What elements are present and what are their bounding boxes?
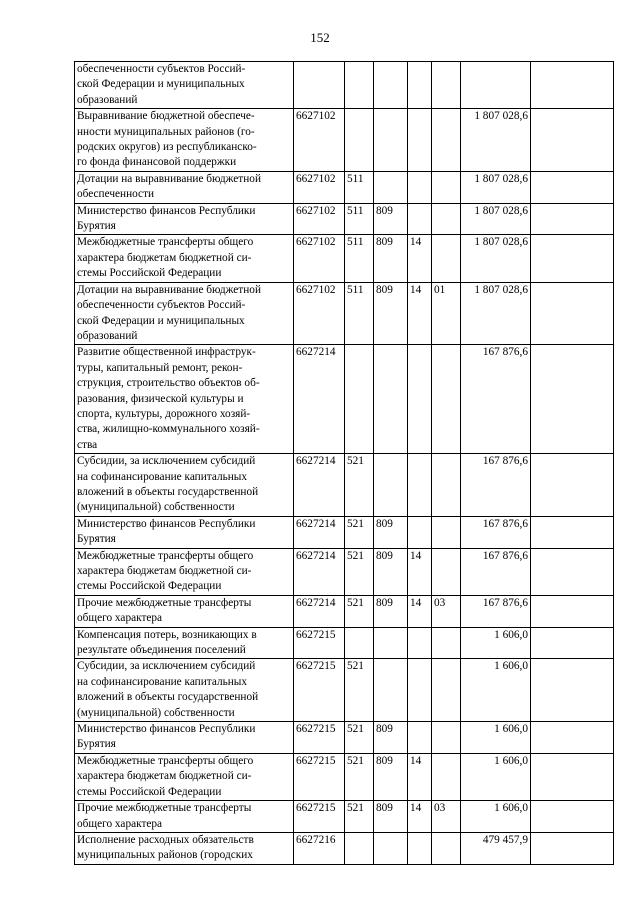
- cell-name-line: общего характера: [77, 612, 163, 625]
- cell-name-line: (муниципальной) собственности: [77, 706, 235, 719]
- cell-empty: [531, 548, 614, 595]
- cell-name-line: Бурятия: [77, 533, 116, 546]
- cell-section: [408, 454, 432, 517]
- cell-code: 6627214: [294, 454, 345, 517]
- cell-subsection: [432, 62, 461, 109]
- cell-sum: 1 807 028,6: [461, 235, 531, 282]
- cell-section: [408, 659, 432, 722]
- cell-ministry: 809: [374, 801, 408, 833]
- cell-subsection: [432, 722, 461, 754]
- cell-section: [408, 62, 432, 109]
- table-row: [75, 109, 614, 172]
- cell-sum: 1 606,0: [461, 659, 531, 722]
- cell-name-line: на софинансирование капитальных: [77, 675, 248, 688]
- cell-name-line: ства, жилищно-коммунального хозяй-: [77, 423, 260, 436]
- cell-expense-type: 521: [345, 801, 374, 833]
- cell-name-line: Министерство финансов Республики: [77, 723, 256, 736]
- cell-ministry: 809: [374, 235, 408, 282]
- cell-empty: [531, 171, 614, 203]
- cell-expense-type: 521: [345, 548, 374, 595]
- cell-section: [408, 516, 432, 548]
- cell-section: 14: [408, 235, 432, 282]
- cell-empty: [531, 235, 614, 282]
- cell-subsection: [432, 659, 461, 722]
- table-row: [75, 516, 614, 548]
- cell-expense-type: [345, 832, 374, 864]
- cell-ministry: [374, 454, 408, 517]
- cell-name-line: Прочие межбюджетные трансферты: [77, 802, 252, 815]
- cell-empty: [531, 62, 614, 109]
- cell-name: [75, 832, 294, 864]
- cell-subsection: [432, 454, 461, 517]
- table-row: [75, 595, 614, 627]
- cell-expense-type: [345, 345, 374, 454]
- cell-sum: 167 876,6: [461, 516, 531, 548]
- cell-name-line: Компенсация потерь, возникающих в: [77, 628, 257, 641]
- cell-sum: 1 807 028,6: [461, 109, 531, 172]
- cell-section: [408, 171, 432, 203]
- table-row: [75, 548, 614, 595]
- cell-code: 6627215: [294, 659, 345, 722]
- table-row: [75, 659, 614, 722]
- cell-ministry: 809: [374, 282, 408, 345]
- cell-ministry: 809: [374, 203, 408, 235]
- cell-name-line: стемы Российской Федерации: [77, 267, 222, 280]
- cell-name-line: обеспеченности: [77, 188, 155, 201]
- cell-expense-type: 521: [345, 516, 374, 548]
- table-row: [75, 753, 614, 800]
- cell-sum: 1 606,0: [461, 722, 531, 754]
- cell-ministry: 809: [374, 548, 408, 595]
- cell-ministry: 809: [374, 753, 408, 800]
- cell-name-line: Министерство финансов Республики: [77, 517, 256, 530]
- cell-code: 6627215: [294, 801, 345, 833]
- table-row: [75, 454, 614, 517]
- cell-sum: 1 807 028,6: [461, 282, 531, 345]
- cell-name: [75, 109, 294, 172]
- cell-name-line: стемы Российской Федерации: [77, 580, 222, 593]
- cell-name-line: туры, капитальный ремонт, рекон-: [77, 361, 243, 374]
- cell-name: [75, 753, 294, 800]
- cell-subsection: [432, 345, 461, 454]
- cell-sum: 1 606,0: [461, 627, 531, 659]
- cell-name-line: Межбюджетные трансферты общего: [77, 236, 254, 249]
- table-row: [75, 722, 614, 754]
- cell-subsection: [432, 109, 461, 172]
- table-row: [75, 171, 614, 203]
- table-row: [75, 801, 614, 833]
- cell-empty: [531, 627, 614, 659]
- cell-code: 6627214: [294, 516, 345, 548]
- table-row: [75, 627, 614, 659]
- cell-section: 14: [408, 595, 432, 627]
- cell-expense-type: [345, 62, 374, 109]
- cell-name: [75, 516, 294, 548]
- cell-code: 6627102: [294, 235, 345, 282]
- cell-section: [408, 832, 432, 864]
- cell-name-line: обеспеченности субъектов Россий-: [77, 299, 246, 312]
- cell-name-line: Прочие межбюджетные трансферты: [77, 596, 252, 609]
- table-row: [75, 282, 614, 345]
- cell-section: [408, 203, 432, 235]
- cell-name-line: образований: [77, 93, 138, 106]
- cell-section: 14: [408, 282, 432, 345]
- cell-name-line: результате объединения поселений: [77, 644, 246, 657]
- cell-name: [75, 627, 294, 659]
- cell-name-line: (муниципальной) собственности: [77, 501, 235, 514]
- cell-empty: [531, 454, 614, 517]
- cell-subsection: 03: [432, 801, 461, 833]
- cell-name: [75, 345, 294, 454]
- cell-name: [75, 235, 294, 282]
- cell-name-line: Развитие общественной инфраструк-: [77, 346, 256, 359]
- cell-ministry: [374, 627, 408, 659]
- cell-name-line: Субсидии, за исключением субсидий: [77, 455, 256, 468]
- cell-section: 14: [408, 548, 432, 595]
- cell-expense-type: [345, 627, 374, 659]
- cell-subsection: [432, 171, 461, 203]
- table-row: [75, 832, 614, 864]
- cell-empty: [531, 516, 614, 548]
- cell-code: 6627214: [294, 595, 345, 627]
- cell-empty: [531, 801, 614, 833]
- cell-name-line: на софинансирование капитальных: [77, 470, 248, 483]
- cell-name-line: Бурятия: [77, 220, 116, 233]
- cell-name-line: Субсидии, за исключением субсидий: [77, 660, 256, 673]
- cell-sum: [461, 62, 531, 109]
- cell-expense-type: 511: [345, 282, 374, 345]
- cell-ministry: [374, 345, 408, 454]
- cell-name-line: Дотации на выравнивание бюджетной: [77, 172, 261, 185]
- cell-empty: [531, 595, 614, 627]
- cell-subsection: [432, 832, 461, 864]
- cell-sum: 167 876,6: [461, 345, 531, 454]
- cell-expense-type: 511: [345, 171, 374, 203]
- cell-name: [75, 595, 294, 627]
- cell-expense-type: 511: [345, 203, 374, 235]
- cell-expense-type: 521: [345, 659, 374, 722]
- table-row: [75, 203, 614, 235]
- cell-sum: 1 807 028,6: [461, 203, 531, 235]
- cell-expense-type: 521: [345, 722, 374, 754]
- cell-subsection: [432, 516, 461, 548]
- cell-code: 6627215: [294, 753, 345, 800]
- cell-name-line: Выравнивание бюджетной обеспече-: [77, 110, 255, 123]
- cell-name-line: ской Федерации и муниципальных: [77, 314, 245, 327]
- cell-empty: [531, 203, 614, 235]
- cell-name-line: родских округов) из республиканско-: [77, 141, 257, 154]
- cell-expense-type: [345, 109, 374, 172]
- cell-code: 6627215: [294, 627, 345, 659]
- cell-name: [75, 62, 294, 109]
- cell-name-line: Межбюджетные трансферты общего: [77, 754, 254, 767]
- cell-name-line: ской Федерации и муниципальных: [77, 78, 245, 91]
- budget-table: [74, 61, 614, 865]
- cell-subsection: 01: [432, 282, 461, 345]
- table-row: [75, 235, 614, 282]
- cell-empty: [531, 345, 614, 454]
- cell-name: [75, 659, 294, 722]
- cell-name-line: разования, физической культуры и: [77, 392, 244, 405]
- cell-name-line: го фонда финансовой поддержки: [77, 156, 237, 169]
- cell-code: 6627102: [294, 203, 345, 235]
- page-number: 152: [310, 30, 330, 45]
- cell-section: [408, 627, 432, 659]
- cell-empty: [531, 832, 614, 864]
- cell-name-line: нности муниципальных районов (го-: [77, 125, 255, 138]
- cell-sum: 167 876,6: [461, 548, 531, 595]
- cell-section: 14: [408, 753, 432, 800]
- cell-section: [408, 109, 432, 172]
- cell-code: [294, 62, 345, 109]
- cell-sum: 479 457,9: [461, 832, 531, 864]
- cell-subsection: [432, 235, 461, 282]
- cell-name: [75, 171, 294, 203]
- cell-empty: [531, 282, 614, 345]
- cell-section: [408, 722, 432, 754]
- table-row: [75, 62, 614, 109]
- cell-name-line: Дотации на выравнивание бюджетной: [77, 283, 261, 296]
- cell-subsection: [432, 753, 461, 800]
- cell-name: [75, 722, 294, 754]
- cell-name-line: Межбюджетные трансферты общего: [77, 549, 254, 562]
- cell-name-line: характера бюджетам бюджетной си-: [77, 770, 252, 783]
- cell-code: 6627214: [294, 548, 345, 595]
- cell-name-line: характера бюджетам бюджетной си-: [77, 565, 252, 577]
- cell-name-line: Министерство финансов Республики: [77, 204, 256, 217]
- cell-name-line: стемы Российской Федерации: [77, 785, 222, 798]
- cell-sum: 167 876,6: [461, 595, 531, 627]
- cell-code: 6627102: [294, 282, 345, 345]
- cell-empty: [531, 659, 614, 722]
- cell-name-line: ства: [77, 438, 98, 451]
- cell-expense-type: 521: [345, 454, 374, 517]
- cell-name: [75, 548, 294, 595]
- cell-name-line: общего характера: [77, 817, 163, 830]
- cell-ministry: [374, 171, 408, 203]
- cell-ministry: [374, 62, 408, 109]
- cell-name-line: характера бюджетам бюджетной си-: [77, 251, 252, 264]
- cell-expense-type: 511: [345, 235, 374, 282]
- cell-ministry: 809: [374, 595, 408, 627]
- cell-name: [75, 454, 294, 517]
- cell-name-line: муниципальных районов (городских: [77, 849, 253, 862]
- cell-code: 6627102: [294, 171, 345, 203]
- cell-name-line: обеспеченности субъектов Россий-: [77, 63, 246, 75]
- cell-subsection: [432, 203, 461, 235]
- cell-name: [75, 801, 294, 833]
- cell-subsection: 03: [432, 595, 461, 627]
- cell-empty: [531, 109, 614, 172]
- cell-subsection: [432, 627, 461, 659]
- cell-name-line: вложений в объекты государственной: [77, 485, 259, 498]
- cell-sum: 1 807 028,6: [461, 171, 531, 203]
- cell-name-line: Бурятия: [77, 738, 116, 751]
- cell-empty: [531, 722, 614, 754]
- table-body: [75, 62, 614, 865]
- cell-ministry: 809: [374, 722, 408, 754]
- cell-code: 6627214: [294, 345, 345, 454]
- cell-code: 6627215: [294, 722, 345, 754]
- cell-name: [75, 203, 294, 235]
- cell-ministry: 809: [374, 516, 408, 548]
- cell-name-line: образований: [77, 329, 138, 342]
- cell-empty: [531, 753, 614, 800]
- cell-name-line: Исполнение расходных обязательств: [77, 833, 254, 846]
- cell-name: [75, 282, 294, 345]
- cell-name-line: спорта, культуры, дорожного хозяй-: [77, 407, 251, 420]
- cell-name-line: струкция, строительство объектов об-: [77, 377, 260, 390]
- cell-expense-type: 521: [345, 753, 374, 800]
- table-row: [75, 345, 614, 454]
- cell-ministry: [374, 832, 408, 864]
- cell-section: 14: [408, 801, 432, 833]
- cell-ministry: [374, 109, 408, 172]
- cell-code: 6627102: [294, 109, 345, 172]
- cell-section: [408, 345, 432, 454]
- cell-sum: 167 876,6: [461, 454, 531, 517]
- cell-sum: 1 606,0: [461, 801, 531, 833]
- cell-name-line: вложений в объекты государственной: [77, 691, 259, 704]
- cell-subsection: [432, 548, 461, 595]
- cell-expense-type: 521: [345, 595, 374, 627]
- cell-ministry: [374, 659, 408, 722]
- cell-code: 6627216: [294, 832, 345, 864]
- cell-sum: 1 606,0: [461, 753, 531, 800]
